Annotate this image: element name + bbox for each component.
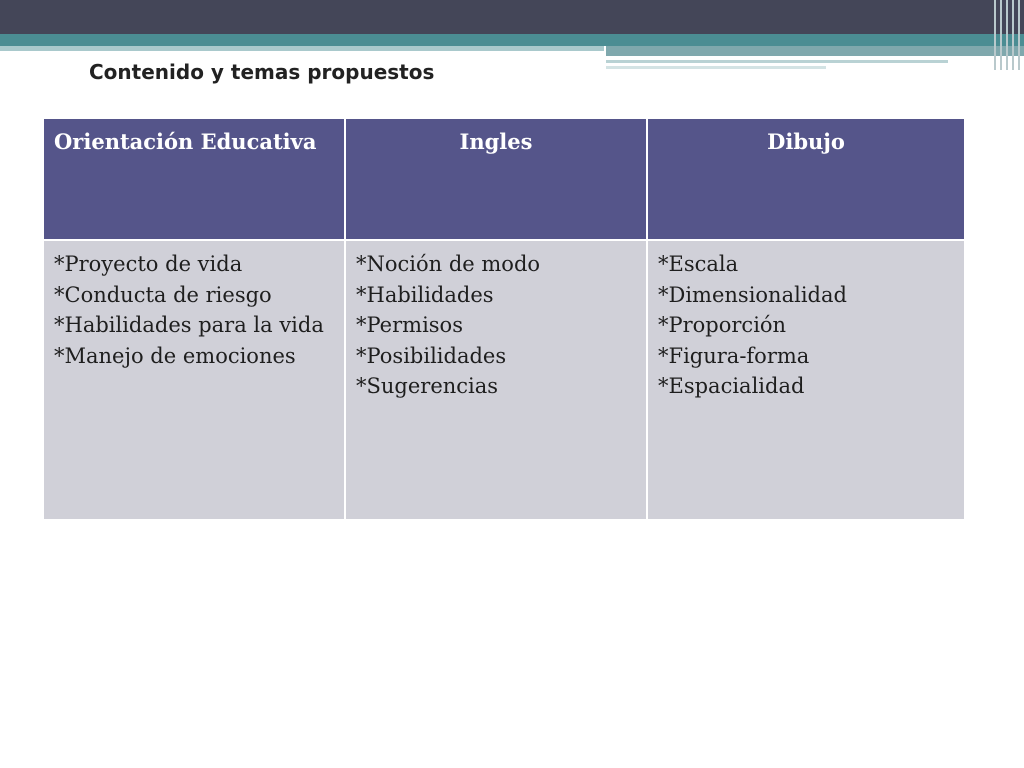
- table-header-row: [43, 118, 965, 240]
- list-item: *Escala: [658, 252, 739, 276]
- teal-stripe: [0, 34, 1024, 46]
- list-item: *Posibilidades: [356, 343, 507, 368]
- list-item: *Proyecto de vida: [54, 252, 243, 276]
- header-dibujo: Dibujo: [647, 118, 965, 240]
- list-item: *Habilidades para la vida: [54, 313, 324, 338]
- header-ingles: Ingles: [345, 118, 647, 240]
- right-thin-stripe: [606, 60, 948, 63]
- list-item: *Sugerencias: [356, 374, 499, 399]
- table-row: [43, 240, 965, 520]
- list-item: *Dimensionalidad: [658, 282, 847, 307]
- list-item: *Habilidades: [356, 282, 494, 307]
- list-item: *Conducta de riesgo: [54, 282, 272, 307]
- list-item: *Permisos: [356, 313, 463, 338]
- topics-table: [42, 117, 966, 521]
- corner-decoration: [990, 0, 1024, 70]
- list-item: *Espacialidad: [658, 374, 805, 399]
- cell-orientacion: [43, 240, 345, 520]
- list-item: *Noción de modo: [356, 252, 541, 276]
- right-thin-stripe-short: [606, 66, 826, 69]
- slide-title: Contenido y temas propuestos: [89, 60, 435, 84]
- list-item: *Figura-forma: [658, 343, 810, 368]
- header-orientacion: Orientación Educativa: [43, 118, 345, 240]
- light-stripe: [0, 46, 604, 51]
- cell-ingles: [345, 240, 647, 520]
- right-stripe: [606, 46, 1024, 56]
- list-item: *Manejo de emociones: [54, 343, 296, 368]
- top-banner: [0, 0, 1024, 34]
- cell-dibujo: [647, 240, 965, 520]
- list-item: *Proporción: [658, 313, 787, 338]
